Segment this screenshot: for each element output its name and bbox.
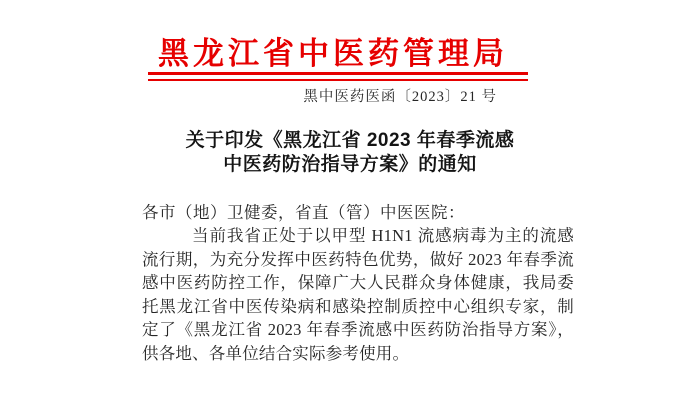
notice-title [4,129,696,177]
document-number: 黑中医药医函〔2023〕21 号 [303,89,497,105]
letterhead-agency-title: 黑龙江省中医药管理局 [158,36,508,71]
salutation: 各市（地）卫健委，省直（管）中医医院： [142,203,465,222]
notice-title-line-1: 关于印发《黑龙江省 2023 年春季流感 [185,130,515,151]
letterhead-divider [148,72,528,81]
body-paragraph: 当前我省正处于以甲型 H1N1 流感病毒为主的流感流行期，为充分发挥中医药特色优势，做好 2023 年春季流感中医药防控工作，保障广大人民群众身体健康，我局委托黑龙江省中医传染病和感染控制质控中心组织专家，制定了《黑龙江省 2023 年春季流感中医药防治指导方案》，供各地、各单位结合实际参考使用。 [142,226,574,363]
notice-title-line-2: 中医药防治指导方案》的通知 [223,154,477,175]
